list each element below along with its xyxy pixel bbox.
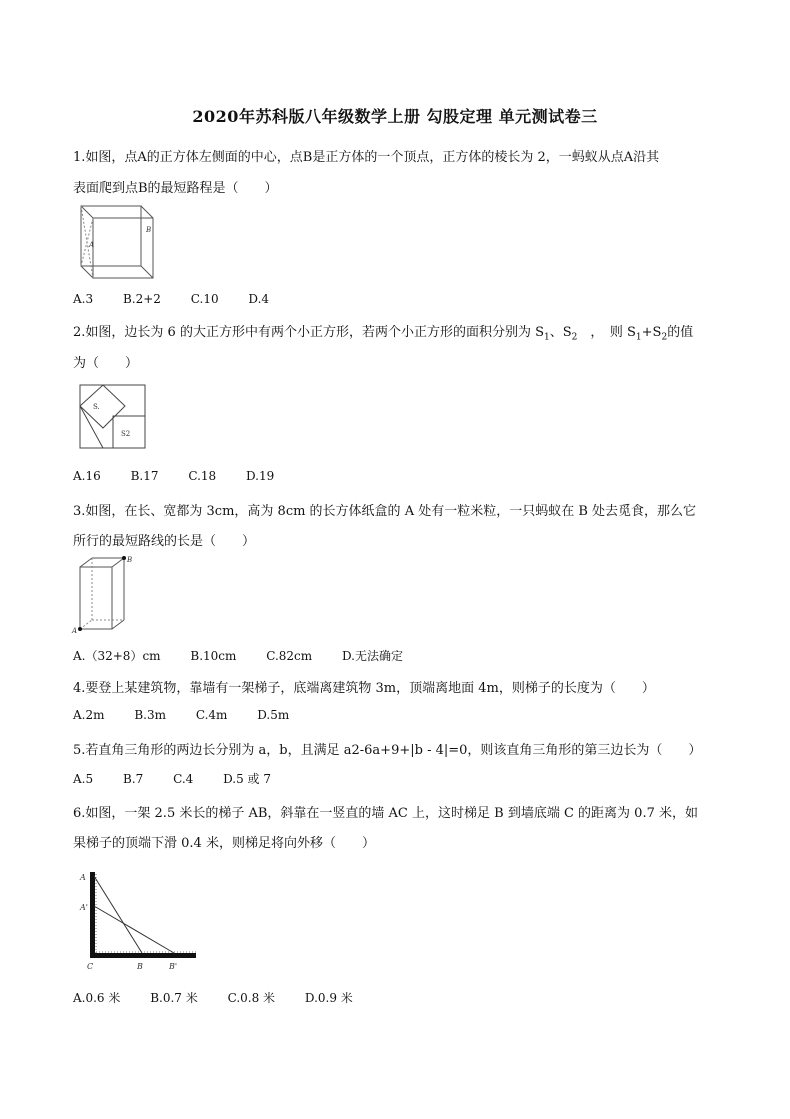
q6-label-b-prime: B' [169, 962, 178, 971]
q4-option-c[interactable]: C.4m [195, 708, 228, 722]
q4-options [73, 708, 315, 722]
q2-label-s1: S. [93, 403, 100, 411]
q3-box-figure [70, 555, 132, 635]
q2-option-a[interactable]: A.16 [73, 469, 101, 483]
q6-option-c[interactable]: C.0.8 米 [227, 991, 276, 1005]
q3-option-c[interactable]: C.82cm [266, 649, 313, 663]
q4-option-a[interactable]: A.2m [73, 708, 105, 722]
q1-option-b[interactable]: B.2+2 [122, 292, 161, 306]
q6-options [73, 989, 379, 1006]
q6-option-d[interactable]: D.0.9 米 [304, 991, 353, 1005]
q3-option-a[interactable]: A.（32+8）cm [73, 649, 161, 663]
q1-option-d[interactable]: D.4 [248, 292, 270, 306]
q5-options [73, 770, 297, 787]
q1-label-a: A [89, 241, 95, 249]
q5-option-d[interactable]: D.5 或 7 [223, 772, 272, 786]
q1-options [73, 292, 295, 306]
page-title: 2020年苏科版八年级数学上册 勾股定理 单元测试卷三 [192, 107, 598, 126]
q1-text-line1: 1.如图，点A的正方体左侧面的中心，点B是正方体的一个顶点，正方体的棱长为 2，一蚂蚁从点A沿其 [73, 150, 660, 165]
q1-cube-figure [76, 203, 166, 283]
q6-label-c: C [87, 962, 94, 971]
q4-text-line1: 4.要登上某建筑物，靠墙有一架梯子，底端离建筑物 3m，顶端离地面 4m，则梯子的长度为（ ） [73, 681, 655, 696]
q3-text-line1: 3.如图，在长、宽都为 3cm，高为 8cm 的长方体纸盒的 A 处有一粒米粒，一只蚂蚁在 B 处去觅食，那么它 [73, 504, 697, 519]
q6-text-line1: 6.如图，一架 2.5 米长的梯子 AB，斜靠在一竖直的墙 AC 上，这时梯足 B 到墙底端 C 的距离为 0.7 米，如 [73, 806, 698, 821]
q1-text-line2: 表面爬到点B的最短路程是（ ） [73, 181, 278, 196]
q6-option-b[interactable]: B.0.7 米 [150, 991, 198, 1005]
q6-label-a-prime: A' [80, 903, 88, 912]
q1-option-a[interactable]: A.3 [73, 292, 94, 306]
q2-label-s2: S2 [121, 430, 131, 438]
q4-option-b[interactable]: B.3m [134, 708, 166, 722]
q2-option-c[interactable]: C.18 [188, 469, 217, 483]
q3-options [73, 647, 429, 664]
q5-option-c[interactable]: C.4 [173, 772, 194, 786]
q3-label-b: B [127, 556, 132, 564]
q2-options [73, 469, 300, 483]
q1-label-b: B [146, 226, 152, 234]
q4-option-d[interactable]: D.5m [257, 708, 290, 722]
q3-label-a: A [72, 627, 78, 635]
q3-text-line2: 所行的最短路线的长是（ ） [73, 534, 256, 549]
q6-option-a[interactable]: A.0.6 米 [73, 991, 121, 1005]
q3-option-d[interactable]: D.无法确定 [341, 649, 403, 663]
q1-option-c[interactable]: C.10 [190, 292, 219, 306]
q2-option-b[interactable]: B.17 [130, 469, 159, 483]
q6-ladder-figure [74, 866, 204, 974]
q5-option-a[interactable]: A.5 [73, 772, 94, 786]
q5-text-line1: 5.若直角三角形的两边长分别为 a，b，且满足 a2-6a+9+|b - 4|=0，则该直角三角形的第三边长为（ ） [73, 743, 702, 758]
q5-option-b[interactable]: B.7 [122, 772, 144, 786]
q2-squares-figure [79, 384, 147, 450]
q2-text-line1: 2.如图，边长为 6 的大正方形中有两个小正方形，若两个小正方形的面积分别为 $S_1$、$S_2$ ， 则 $S_1+S_2$的值 [73, 325, 694, 343]
q6-label-a: A [80, 873, 86, 882]
q6-text-line2: 果梯子的顶端下滑 0.4 米，则梯足将向外移（ ） [73, 836, 375, 851]
q3-option-b[interactable]: B.10cm [190, 649, 237, 663]
q6-label-b: B [137, 962, 143, 971]
q2-text-line2: 为（ ） [73, 356, 139, 371]
q2-option-d[interactable]: D.19 [245, 469, 275, 483]
